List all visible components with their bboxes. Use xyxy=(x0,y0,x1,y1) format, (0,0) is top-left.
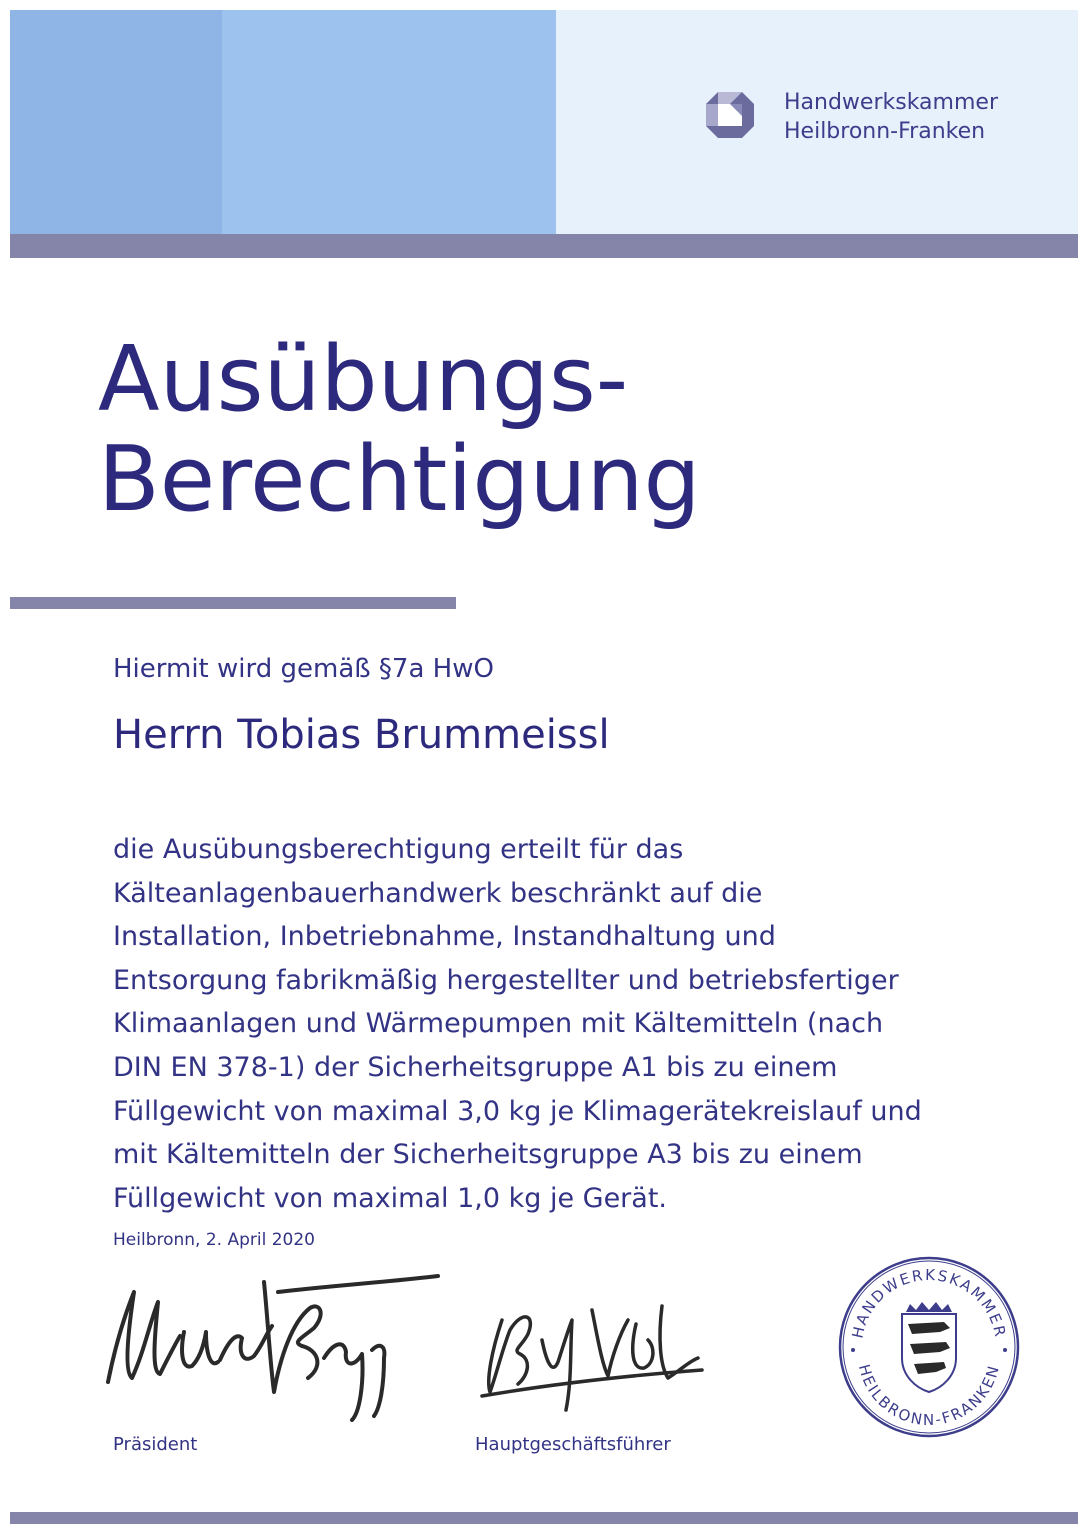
body-line: Füllgewicht von maximal 3,0 kg je Klimagerätekreislauf und xyxy=(113,1095,922,1127)
role-managing-director: Hauptgeschäftsführer xyxy=(475,1434,671,1455)
body-line: Installation, Inbetriebnahme, Instandhaltung und xyxy=(113,921,776,953)
chamber-logo-icon xyxy=(704,90,756,140)
body-text xyxy=(113,828,1053,1220)
org-name xyxy=(784,88,998,146)
body-line: Klimaanlagen und Wärmepumpen mit Kältemitteln (nach xyxy=(113,1008,884,1040)
org-name-line2: Heilbronn-Franken xyxy=(784,119,986,144)
body-line: Entsorgung fabrikmäßig hergestellter und betriebsfertiger xyxy=(113,964,899,996)
intro-text: Hiermit wird gemäß §7a HwO xyxy=(113,654,494,684)
org-name-line1: Handwerkskammer xyxy=(784,90,998,115)
recipient-name: Herrn Tobias Brummeissl xyxy=(113,712,610,758)
title-underline-bar xyxy=(10,597,456,609)
body-line: Füllgewicht von maximal 1,0 kg je Gerät. xyxy=(113,1182,668,1214)
title-line2: Berechtigung xyxy=(98,427,701,532)
official-seal xyxy=(836,1254,1022,1440)
coat-of-arms-icon xyxy=(902,1302,956,1392)
seal-text-bottom: HEILBRONN-FRANKEN xyxy=(854,1362,1004,1430)
seal-text-top: HANDWERKSKAMMER xyxy=(848,1265,1010,1340)
body-line: mit Kältemitteln der Sicherheitsgruppe A3 bis zu einem xyxy=(113,1139,863,1171)
president-signature xyxy=(88,1262,448,1422)
header-band-middle xyxy=(222,10,556,234)
footer-bar xyxy=(10,1512,1078,1524)
managing-director-signature xyxy=(462,1280,712,1420)
header-divider-bar xyxy=(10,234,1078,258)
title-line1: Ausübungs- xyxy=(98,327,629,432)
body-line: Kälteanlagenbauerhandwerk beschränkt auf die xyxy=(113,877,763,909)
role-president: Präsident xyxy=(113,1434,198,1455)
body-line: DIN EN 378-1) der Sicherheitsgruppe A1 bis zu einem xyxy=(113,1051,838,1083)
document-title xyxy=(98,327,701,532)
place-date: Heilbronn, 2. April 2020 xyxy=(113,1230,315,1250)
header-band-left xyxy=(10,10,222,234)
body-line: die Ausübungsberechtigung erteilt für das xyxy=(113,834,684,865)
